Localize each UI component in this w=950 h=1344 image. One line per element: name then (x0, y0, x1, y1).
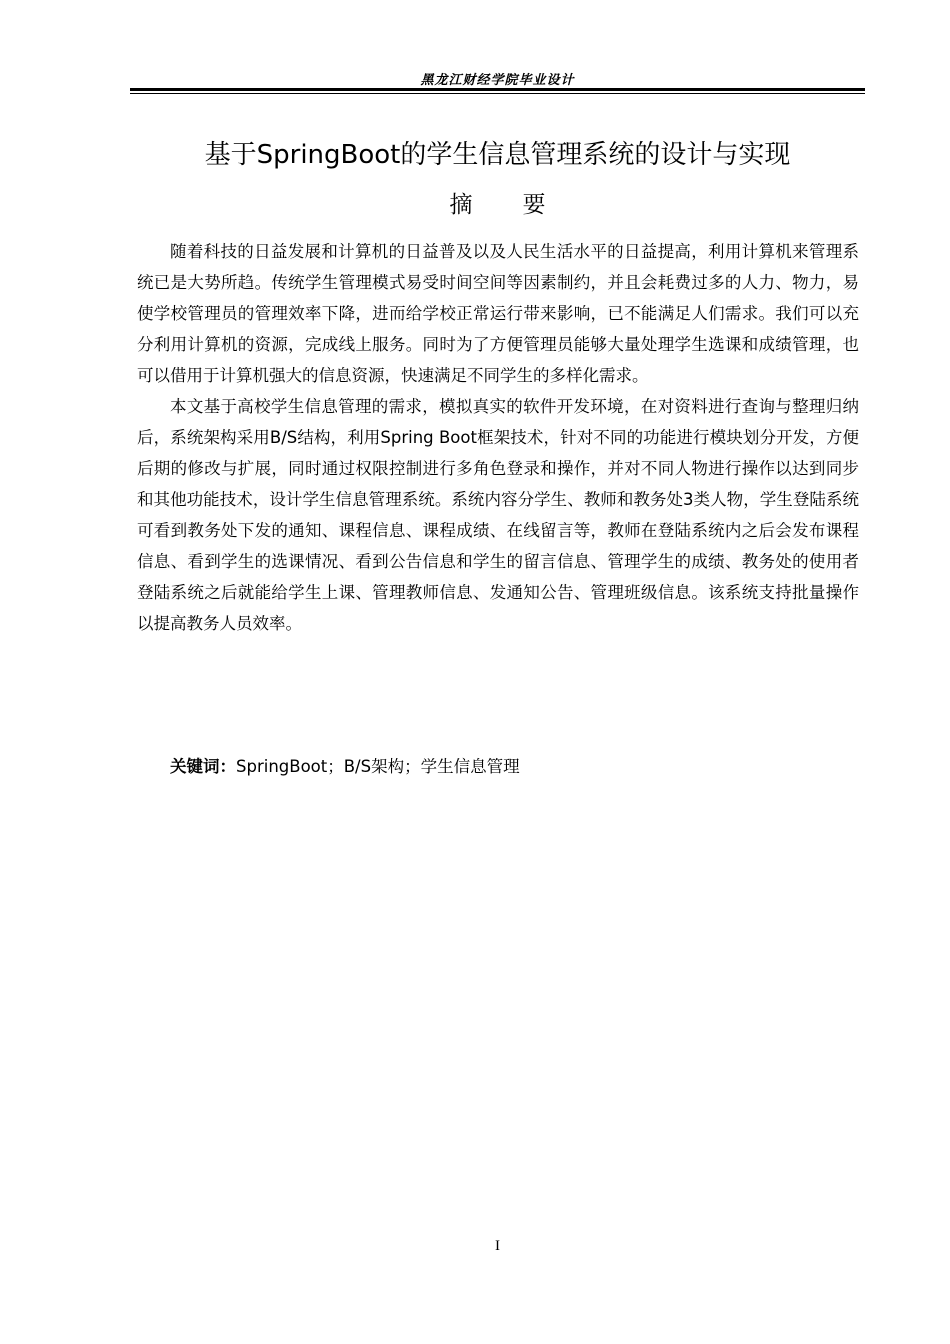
keywords-label: 关键词： (170, 757, 236, 776)
keywords-line (170, 753, 520, 777)
abstract-paragraph-1: 随着科技的日益发展和计算机的日益普及以及人民生活水平的日益提高，利用计算机来管理系统已是大势所趋。传统学生管理模式易受时间空间等因素制约，并且会耗费过多的人力、物力，易使学校管理员的管理效率下降，进而给学校正常运行带来影响，已不能满足人们需求。我们可以充分利用计算机的资源，完成线上服务。同时为了方便管理员能够大量处理学生选课和成绩管理，也可以借用于计算机强大的信息资源，快速满足不同学生的多样化需求。 (137, 242, 859, 385)
keywords-value: SpringBoot；B/S架构；学生信息管理 (236, 757, 520, 776)
abstract-paragraph-2: 本文基于高校学生信息管理的需求，模拟真实的软件开发环境，在对资料进行查询与整理归纳后，系统架构采用B/S结构，利用Spring Boot框架技术，针对不同的功能进行模块划分开发，方便后期的修改与扩展，同时通过权限控制进行多角色登录和操作，并对不同人物进行操作以达到同步和其他功能技术，设计学生信息管理系统。系统内容分学生、教师和教务处3类人物，学生登陆系统可看到教务处下发的通知、课程信息、课程成绩、在线留言等，教师在登陆系统内之后会发布课程信息、看到学生的选课情况、看到公告信息和学生的留言信息、管理学生的成绩、教务处的使用者登陆系统之后就能给学生上课、管理教师信息、发通知公告、管理班级信息。该系统支持批量操作以提高教务人员效率。 (137, 397, 859, 633)
running-header: 黑龙江财经学院毕业设计 (420, 73, 575, 88)
page-number: I (495, 1238, 500, 1254)
abstract-heading-char-1: 摘 (449, 192, 473, 218)
abstract-body (137, 236, 859, 639)
abstract-heading-char-2: 要 (522, 192, 546, 218)
document-title: 基于SpringBoot的学生信息管理系统的设计与实现 (204, 140, 791, 170)
abstract-heading (130, 186, 865, 219)
header-rule-thick (130, 88, 865, 91)
header-rule-thin (130, 93, 865, 94)
